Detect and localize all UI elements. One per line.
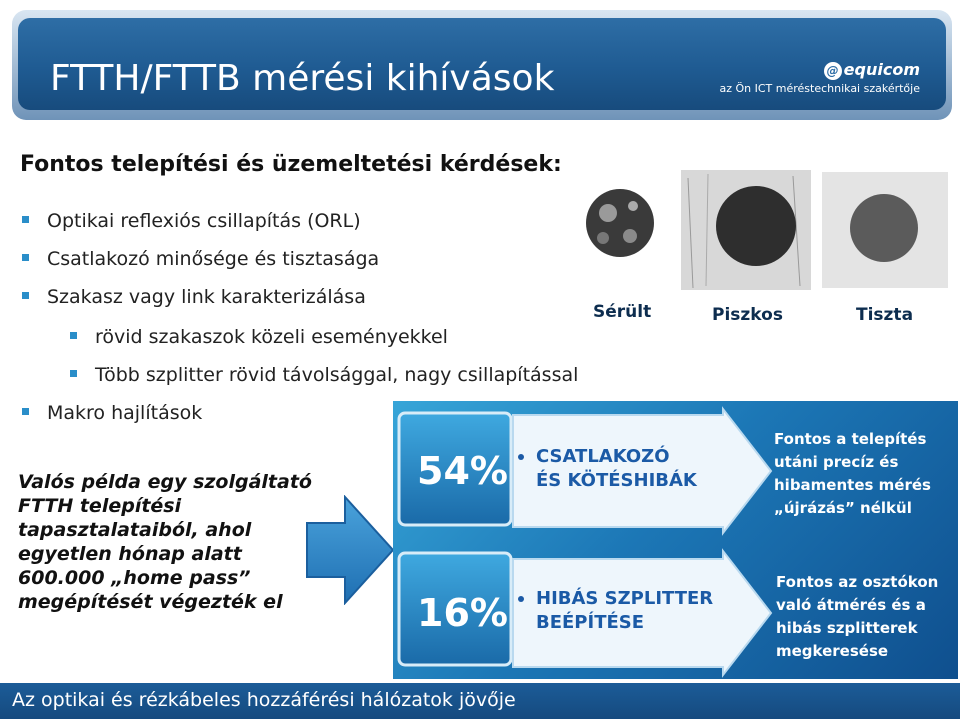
sub-bullet-item: Több szplitter rövid távolsággal, nagy csillapítással <box>70 364 578 386</box>
bullet-icon <box>22 254 29 261</box>
dot-2 <box>518 596 524 602</box>
clean-connector-image <box>822 172 948 288</box>
label-damaged: Sérült <box>593 302 652 322</box>
footer-text: Az optikai és rézkábeles hozzáférési hálózatok jövője <box>12 689 516 711</box>
bullet-item: Optikai reflexiós csillapítás (ORL) <box>22 210 361 232</box>
logo-text: equicom <box>843 60 920 79</box>
row-label-1: CSATLAKOZÓ ÉS KÖTÉSHIBÁK <box>536 446 697 491</box>
percent-value-1: 54% <box>417 449 508 493</box>
connector-images <box>578 168 958 298</box>
page-title: FTTH/FTTB mérési kihívások <box>50 58 555 99</box>
bullet-icon <box>22 216 29 223</box>
damaged-connector-image <box>578 168 668 278</box>
at-icon: @ <box>824 62 842 80</box>
dot-1 <box>518 454 524 460</box>
dirty-connector-image <box>681 170 811 290</box>
bullet-icon <box>22 292 29 299</box>
section-heading: Fontos telepítési és üzemeltetési kérdések: <box>20 152 562 177</box>
sub-bullet-item: rövid szakaszok közeli eseményekkel <box>70 326 448 348</box>
fact-text-1: Fontos a telepítés utáni precíz és hibamentes mérés „újrázás” nélkül <box>774 430 931 517</box>
footer-bar <box>0 683 960 719</box>
percent-value-2: 16% <box>417 591 508 635</box>
fact-text-2: Fontos az osztókon való átmérés és a hibás szplitterek megkeresése <box>776 573 939 660</box>
equicom-logo <box>824 60 920 80</box>
right-arrow-icon <box>305 495 395 605</box>
label-clean: Tiszta <box>856 305 914 325</box>
label-dirty: Piszkos <box>712 305 783 325</box>
bullet-icon <box>70 370 77 377</box>
row-label-2: HIBÁS SZPLITTER BEÉPÍTÉSE <box>536 588 714 633</box>
bullet-icon <box>22 408 29 415</box>
tagline: az Ön ICT méréstechnikai szakértője <box>719 82 920 95</box>
bullet-item: Szakasz vagy link karakterizálása <box>22 286 366 308</box>
bullet-icon <box>70 332 77 339</box>
bullet-item: Csatlakozó minősége és tisztasága <box>22 248 379 270</box>
statistics-panel <box>393 401 958 679</box>
example-text: Valós példa egy szolgáltató FTTH telepítési tapasztalataiból, ahol egyetlen hónap alatt 600.000 „home pass” megépítését végezték el <box>18 471 312 613</box>
bullet-item: Makro hajlítások <box>22 402 202 424</box>
